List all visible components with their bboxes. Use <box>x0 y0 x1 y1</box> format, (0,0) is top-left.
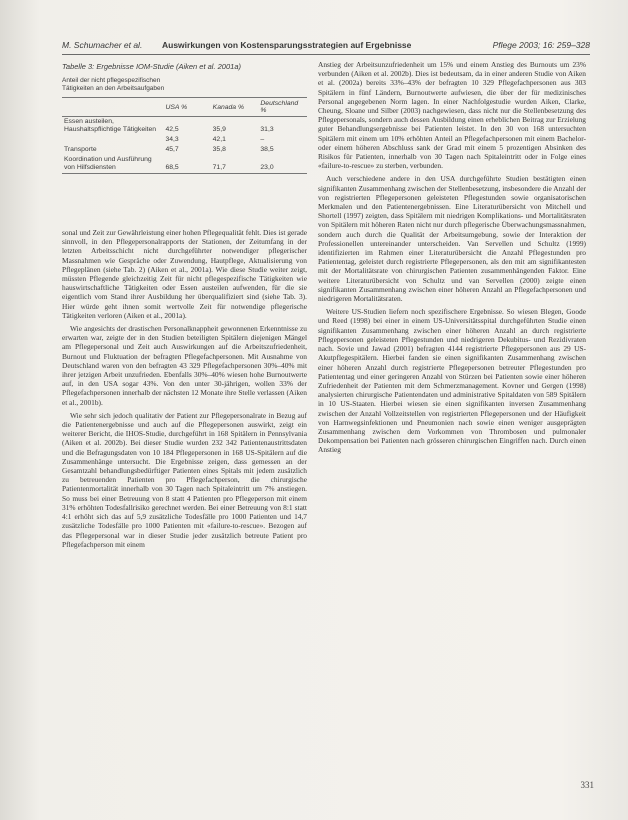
table-header-row <box>62 98 307 117</box>
paragraph: Wie angesichts der drastischen Personalknappheit gewonnenen Erkenntnisse zu erwarten war, zeigte der in den Studien beteiligten Spitälern diejenigen Mängel am Pflegepersonal und Zeit auch Auswirkungen auf die Arbeitszufriedenheit, Burnout und Fluktuation der befragten Pflegefachpersonen. Mit Ausnahme von Deutschland waren von den befragten 43 329 Pflegefachpersonen 30%–40% mit ihrer jetzigen Arbeit unzufrieden. Ebenfalls 30%–40% wiesen hohe Burnoutwerte auf, in den USA sogar 43%. Von den unter 30-jährigen, wollen 33% der Pflegefachpersonen innerhalb der nächsten 12 Monate ihre Stelle verlassen (Aiken et al., 2001b). <box>62 324 307 407</box>
paragraph: sonal und Zeit zur Gewährleistung einer hohen Pflegequalität fehlt. Dies ist gerade sinnvoll, in den Pflegepersonalrapports der Stationen, der Zeitumfang in der letzten Arbeitsschicht nicht durchgeführter notwendiger pflegerischer Massnahmen wie Gespräche oder Zuwendung, Hautpflege, Aktualisierung von Pflegeplänen (siehe Tab. 2) (Aiken et al., 2001a). Wie diese Studie weiter zeigt, müssten Pflegende gleichzeitig Zeit für nicht pflegespezifische Tätigkeiten wie hauswirtschaftliche Tätigkeiten oder Essen austeilen aufwenden, für die sie eigentlich vom Stand ihrer Ausbildung her überqualifiziert sind (siehe Tab. 3). Hier würde geht ihnen somit wertvolle Zeit für notwendige pflegerische Tätigkeiten verloren (Aiken et al., 2001a). <box>62 228 307 320</box>
paragraph: Weitere US-Studien liefern noch spezifischere Ergebnisse. So wiesen Blegen, Goode und Reed (1998) bei einer in einem US-Universitätsspital durchgeführten Studie einen signifikanten Zusammenhang zwischen einer höheren Anzahl an durch registrierte Pflegepersonen geleisteten Pflegestunden und niedrigeren Dekubitus- und Rezidivraten nach. Sovie und Jawad (2001) befragten 4144 registrierte Pflegepersonen aus 29 US-Akutpflegespitälern. Hierbei fanden sie einen signifikanten Zusammenhang zwischen einer höheren Anzahl durch registrierte Pflegepersonen betreuter Pflegestunden pro Patiententag und einer geringeren Anzahl von Stürzen bei Patienten sowie einer höheren Zufriedenheit der Patienten mit dem Schmerzmanagement. Kovner und Gergen (1998) analysierten chirurgische Patientendaten und administrative Spitaldaten von 589 Spitälern in 10 US-Staaten. Hierbei wiesen sie einen signifikanten inversen Zusammenhang zwischen der Anzahl Vollzeitstellen von registrierten Pflegepersonen und der Häufigkeit von Harnwegsinfektionen und Pneumonien nach sowie einen weniger ausgeprägten Zusammenhang zwischen dem Vorkommen von Thrombosen und pulmonaler Dekompensation bei Patienten nach grösseren chirurgischen Eingriffen nach. Durch einen Anstieg <box>318 307 586 455</box>
table-row <box>62 117 307 136</box>
cell-value: 35,9 <box>212 126 226 133</box>
row-label: Transporte <box>64 146 97 153</box>
table-row <box>62 145 307 155</box>
left-text-column <box>62 228 307 553</box>
cell-value: 45,7 <box>165 146 179 153</box>
cell-value: 68,5 <box>163 155 210 174</box>
paragraph: Anstieg der Arbeitsunzufriedenheit um 15% und einem Anstieg des Burnouts um 23% verbunden (Aiken et al. 2002b). Dies ist bedeutsam, da in einer anderen Studie von Aiken et al. (2002a) bereits 33%–43% der befragten 10 329 Pflegefachpersonen aus 303 Spitälern in fünf Ländern, Burnoutwerte aufwiesen, die über der für medizinisches Personal angegebenen Norm lagen. In einer Nachfolgestudie wurden Aiken, Clarke, Cheung, Sloane und Silber (2003) nachgewiesen, dass nicht nur die Stellenbesetzung des Pflegepersonals, sondern auch dessen Ausbildung einen erheblichen Beitrag zur Erzielung guter Behandlungsergebnisse bei Patienten leistet. In den 30 von 168 untersuchten Spitälern mit einem um 10% erhöhten Anteil an Pflegefachpersonen mit einem Bachelor- oder einem höheren Abschluss sank der Grad mit einem 5 prozentigen Absinken des Risikos für Patienten, innerhalb von 30 Tagen nach Spitaleintritt oder in Folge eines «failure-to-rescue» zu sterben, verbunden. <box>318 60 586 171</box>
cell-value: 23,0 <box>258 155 307 174</box>
table-header-cell: Kanada % <box>211 98 259 117</box>
cell-value: 35,8 <box>212 146 226 153</box>
header-title: Auswirkungen von Kostensparungsstrategien auf Ergebnisse <box>162 40 412 50</box>
paragraph: Auch verschiedene andere in den USA durchgeführte Studien bestätigten einen signifikanten Zusammenhang zwischen der Stellenbesetzung, insbesondere die Anzahl der von registrierten Pflegepersonen geleisteten Pflegestunden sowie organisatorischen Merkmalen und den Patientenergebnissen. Eine Literaturübersicht von Mitchell und Shortell (1997) zeigten, dass Spitälern mit niedrigen Komplikations- und Mortalitätsraten von Spitälern mit höheren Raten nicht nur durch pflegerische Überwachungsmassnahmen, sondern auch durch die Qualität der Arbeitsumgebung, sowie der Interaktion der Professionellen untereinander unterscheiden. Van Servellen und Schultz (1999) identifizierten im Rahmen einer Literaturübersicht die Anzahl Pflegestunden pro Patiententag, geleistet durch registrierte Pflegepersonen, als den mit am signifikantesten mit der Mortalitätsrate von chirurgischen Patienten zusammenhängenden Faktor. Eine weitere Literaturübersicht von Schultz und van Servellen (2000) zeigte einen signifikanten Zusammenhang zwischen einer höheren Anzahl an Pflegefachpersonen und niedrigeren Mortalitätsraten. <box>318 174 586 304</box>
row-label: Essen austeilen, Haushaltspflichtige Tätigkeiten <box>64 118 157 133</box>
row-label: Koordination und Ausführung von Hilfsdiensten <box>62 155 163 174</box>
cell-value: 34,3 <box>165 136 179 143</box>
table-caption: Tabelle 3: Ergebnisse IOM-Studie (Aiken et al. 2001a) <box>62 62 241 71</box>
running-header <box>62 40 590 54</box>
table-header-cell: USA % <box>163 98 210 117</box>
cell-value: 42,1 <box>212 136 226 143</box>
right-text-column <box>318 60 586 459</box>
table-row <box>62 155 307 174</box>
header-journal: Pflege 2003; 16: 259–328 <box>492 40 590 50</box>
results-table <box>62 97 307 174</box>
header-rule <box>62 54 590 55</box>
cell-value: 71,7 <box>211 155 259 174</box>
table-header-cell <box>62 98 163 117</box>
cell-value: 42,5 <box>165 126 179 133</box>
results-table-block <box>62 62 307 174</box>
table-header-cell: Deutschland % <box>258 98 307 117</box>
cell-value: – <box>260 136 265 143</box>
table-note: Anteil der nicht pflegespezifischen Tätigkeiten an den Arbeitsaufgaben <box>62 77 165 92</box>
page-number: 331 <box>580 780 594 790</box>
row-label <box>62 135 163 145</box>
table-row <box>62 135 307 145</box>
paragraph: Wie sehr sich jedoch qualitativ der Patient zur Pflegepersonalrate in Bezug auf die Patientenergebnisse und auch auf die Pflegepersonen auswirkt, zeigt ein weiterer Bericht, die IHOS-Studie, durchgeführt in 168 Spitälern in Pennsylvania (Aiken et al. 2002b). Bei dieser Studie wurden 232 342 Patientenaustrittsdaten und die Befragungsdaten von 10 184 Pflegepersonen in 168 US-Spitälern auf die Zusammenhänge untersucht. Die Ergebnisse zeigen, dass gemessen an der Gesamtzahl behandlungsbedürftiger Patienten eines Spitals mit jedem zusätzlich zu betreuenden Patienten pro Pflegefachperson, die chirurgische Patientenmortalität innerhalb von 30 Tagen nach Spitaleintritt um 7% anstiegen. So muss bei einer Betreuung von 8 statt 4 Patienten pro Pflegeperson mit einem 31% erhöhten Todesfallrisiko gerechnet werden. Bei einer Betreuung von 8:1 statt 4:1 erhöht sich das auf 5,9 zusätzliche Todesfälle pro 1000 Patienten und 14,7 zusätzliche Todesfälle pro 1000 Patienten mit «failure-to-rescue». Bezogen auf das Pflegepersonal war in dieser Studie jeder zusätzlich betreute Patient pro Pflegefachperson mit einem <box>62 410 307 549</box>
header-author: M. Schumacher et al. <box>62 40 143 50</box>
cell-value: 31,3 <box>260 126 274 133</box>
cell-value: 38,5 <box>260 146 274 153</box>
